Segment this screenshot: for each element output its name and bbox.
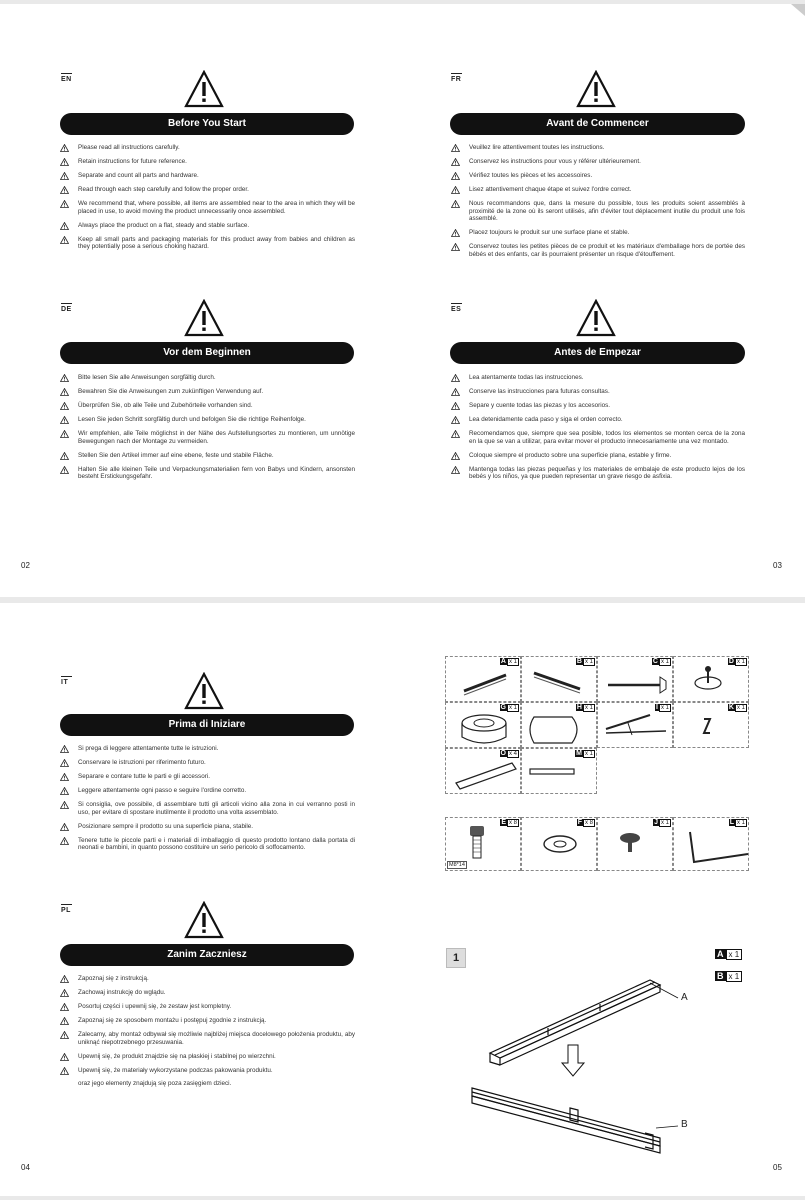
part-qty: x 1 — [660, 820, 669, 826]
list-item — [60, 402, 355, 410]
part-key: F — [577, 819, 582, 826]
list-item-text: Leggere attentamente ogni passo e seguire l'ordine corretto. — [78, 786, 247, 794]
lang-tag-pl: PL — [61, 907, 71, 914]
warning-bullet-icon — [60, 787, 69, 795]
list-item — [60, 236, 355, 251]
part-label — [575, 750, 595, 757]
part-qty: x 8 — [508, 820, 517, 826]
bolt-size-label: M8*14 — [449, 862, 465, 868]
warning-bullet-icon — [451, 200, 460, 208]
list-item-text: Zachowaj instrukcję do wglądu. — [78, 988, 166, 996]
list-item — [60, 222, 355, 230]
warning-bullet-icon — [60, 837, 69, 845]
warning-bullet-icon — [60, 144, 69, 152]
part-cell-i — [597, 702, 673, 748]
warning-bullet-icon — [451, 229, 460, 237]
list-item — [60, 759, 355, 767]
list-item-text: Separare e contare tutte le parti e gli accessori. — [78, 772, 210, 780]
part-key: J — [654, 819, 658, 826]
list-item-text: Coloque siempre el producto sobre una superficie plana, estable y firme. — [469, 451, 672, 459]
page-number-02: 02 — [21, 561, 30, 570]
warning-triangle-icon — [184, 70, 224, 108]
list-item-text: Please read all instructions carefully. — [78, 144, 180, 151]
part-label — [655, 704, 671, 711]
list-item — [60, 172, 355, 180]
list-item-text: Separate and count all parts and hardware. — [78, 171, 199, 179]
list-de — [60, 374, 355, 487]
part-cell-a — [445, 656, 521, 702]
list-item — [60, 989, 355, 997]
page-spread-1 — [0, 4, 805, 597]
callout-a: A — [681, 992, 688, 1003]
part-qty: x 1 — [660, 705, 669, 711]
warning-triangle-icon — [184, 901, 224, 939]
warning-bullet-icon — [60, 186, 69, 194]
part-cell-e — [445, 817, 521, 871]
warning-bullet-icon — [451, 144, 460, 152]
part-label — [728, 658, 747, 665]
list-item-text: Bewahren Sie die Anweisungen zum zukünftigen Verwendung auf. — [78, 387, 264, 395]
list-item-text: Separe y cuente todas las piezas y los accesorios. — [469, 401, 611, 409]
list-fr — [451, 144, 745, 265]
part-cell-d — [673, 656, 749, 702]
part-key: L — [729, 819, 734, 826]
section-title-en: Before You Start — [60, 113, 354, 135]
page-corner-icon — [791, 4, 805, 16]
part-qty: x 1 — [736, 820, 745, 826]
page-number-04: 04 — [21, 1163, 30, 1172]
list-item — [451, 416, 745, 424]
warning-bullet-icon — [60, 823, 69, 831]
list-item — [451, 158, 745, 166]
part-cell-k — [673, 702, 749, 748]
warning-bullet-icon — [60, 975, 69, 983]
list-item — [451, 452, 745, 460]
warning-bullet-icon — [451, 243, 460, 251]
list-item — [60, 1017, 355, 1025]
part-key: D — [728, 658, 734, 665]
part-key: B — [576, 658, 582, 665]
step-1-diagram — [460, 968, 690, 1158]
section-title-de: Vor dem Beginnen — [60, 342, 354, 364]
part-cell-f — [521, 817, 597, 871]
warning-triangle-icon — [184, 672, 224, 710]
list-item — [60, 1067, 355, 1075]
part-cell-m — [521, 748, 597, 794]
callout-b: B — [681, 1119, 688, 1130]
warning-bullet-icon — [60, 466, 69, 474]
warning-bullet-icon — [60, 416, 69, 424]
list-item-text: Zapoznaj się z instrukcją. — [78, 975, 149, 982]
warning-bullet-icon — [451, 452, 460, 460]
step-part-a — [715, 949, 742, 959]
part-key: H — [576, 704, 582, 711]
part-qty: x 1 — [508, 705, 517, 711]
warning-bullet-icon — [60, 745, 69, 753]
part-cell-b — [521, 656, 597, 702]
warning-bullet-icon — [451, 374, 460, 382]
part-qty: x 1 — [726, 971, 743, 982]
warning-bullet-icon — [60, 402, 69, 410]
list-item — [60, 837, 355, 852]
part-key: B — [717, 971, 724, 981]
page-number-05: 05 — [773, 1163, 782, 1172]
list-item-text: Wir empfehlen, alle Teile möglichst in der Nähe des Aufstellungsortes zu montieren, um unnötige Bewegungen nach der Montage zu vermeiden. — [78, 429, 355, 445]
list-item — [60, 144, 355, 152]
warning-bullet-icon — [60, 1067, 69, 1075]
list-item — [451, 144, 745, 152]
part-label — [653, 819, 671, 826]
list-item — [60, 1031, 355, 1046]
part-qty: x 1 — [736, 659, 745, 665]
list-item — [451, 229, 745, 237]
list-item — [60, 416, 355, 424]
list-item-text: Conservez toutes les petites pièces de ce produit et les matériaux d'emballage hors de portée des bébés et des enfants, car ils pourraient présenter un risque d'étouffement. — [469, 243, 745, 258]
warning-bullet-icon — [60, 989, 69, 997]
part-label — [652, 658, 671, 665]
list-item-text: Posortuj części i upewnij się, że zestaw jest kompletny. — [78, 1002, 232, 1010]
part-cell-c — [597, 656, 673, 702]
part-label — [500, 704, 519, 711]
list-item — [451, 172, 745, 180]
part-label — [500, 750, 519, 757]
list-item-text: Conserve las instrucciones para futuras consultas. — [469, 387, 610, 395]
warning-bullet-icon — [60, 200, 69, 208]
list-item — [60, 975, 355, 983]
list-item — [60, 801, 355, 816]
part-key: G — [500, 704, 506, 711]
list-es — [451, 374, 745, 487]
part-key: E — [501, 819, 506, 826]
list-item-text: Recomendamos que, siempre que sea posible, todos los elementos se monten cerca de la zona en la que se van a utilizar, para evitar mover el producto innecesariamente una vez montado. — [469, 429, 745, 445]
list-item — [60, 452, 355, 460]
lang-tag-it: IT — [61, 679, 69, 686]
list-item-text: oraz jego elementy znajdują się poza zasięgiem dzieci. — [78, 1080, 232, 1088]
part-cell-l — [673, 817, 749, 871]
list-item-text: Lisez attentivement chaque étape et suivez l'ordre correct. — [469, 185, 632, 193]
part-label — [500, 819, 519, 826]
list-item — [60, 823, 355, 831]
part-cell-j — [597, 817, 673, 871]
list-item-text: Upewnij się, że materiały wykorzystane podczas pakowania produktu. — [78, 1066, 273, 1074]
list-item — [451, 186, 745, 194]
part-label — [577, 819, 595, 826]
list-item-text: Si prega di leggere attentamente tutte le istruzioni. — [78, 745, 219, 752]
list-item-text: Tenere tutte le piccole parti e i materiali di imballaggio di questo prodotto lontano dalla portata di neonati e bambini, in quanto possono costituire un serio pericolo di soffocamento. — [78, 836, 355, 852]
warning-bullet-icon — [60, 773, 69, 781]
part-label — [576, 658, 595, 665]
section-title-es: Antes de Empezar — [450, 342, 745, 364]
list-item-text: Keep all small parts and packaging materials for this product away from babies and children as they potentially pose a serious choking hazard. — [78, 235, 355, 251]
list-item — [60, 200, 355, 215]
lang-tag-en: EN — [61, 76, 72, 83]
page-spread-2 — [0, 603, 805, 1196]
warning-bullet-icon — [60, 430, 69, 438]
list-item-text: Mantenga todas las piezas pequeñas y los materiales de embalaje de este producto lejos de los bebés y los niños, ya que pueden representar un grave riesgo de asfixia. — [469, 465, 745, 481]
list-item-text: Posizionare sempre il prodotto su una superficie piana, stabile. — [78, 822, 254, 830]
part-cell-h — [521, 702, 597, 748]
part-qty: x 1 — [726, 949, 743, 960]
part-label — [728, 704, 747, 711]
list-item-text: Lea atentamente todas las instrucciones. — [469, 374, 584, 381]
warning-bullet-icon — [60, 374, 69, 382]
list-item — [60, 745, 355, 753]
list-item-text: Vérifiez toutes les pièces et les accessoires. — [469, 171, 593, 179]
warning-bullet-icon — [60, 759, 69, 767]
list-item-text: Zapoznaj się ze sposobem montażu i postępuj zgodnie z instrukcją. — [78, 1016, 267, 1024]
part-qty: x 1 — [584, 659, 593, 665]
warning-bullet-icon — [451, 158, 460, 166]
list-item-text: Conservez les instructions pour vous y référer ultérieurement. — [469, 157, 641, 165]
warning-bullet-icon — [60, 1003, 69, 1011]
list-item-text: Conservare le istruzioni per riferimento futuro. — [78, 758, 206, 766]
list-it — [60, 745, 355, 858]
step-number: 1 — [446, 948, 466, 968]
list-item-text: Read through each step carefully and follow the proper order. — [78, 185, 249, 193]
part-key: C — [652, 658, 658, 665]
part-qty: x 1 — [584, 705, 593, 711]
section-title-fr: Avant de Commencer — [450, 113, 745, 135]
list-item-text: Placez toujours le produit sur une surface plane et stable. — [469, 229, 630, 237]
warning-bullet-icon — [451, 172, 460, 180]
part-key: A — [717, 949, 724, 959]
warning-bullet-icon — [451, 416, 460, 424]
warning-bullet-icon — [60, 801, 69, 809]
list-item-text: Lea detenidamente cada paso y siga el orden correcto. — [469, 415, 623, 423]
list-item-text: Retain instructions for future reference. — [78, 157, 187, 165]
list-item-text: Always place the product on a flat, steady and stable surface. — [78, 221, 250, 229]
list-item-text: Veuillez lire attentivement toutes les instructions. — [469, 144, 605, 151]
warning-bullet-icon — [451, 430, 460, 438]
warning-bullet-icon — [451, 388, 460, 396]
part-cell-o — [445, 748, 521, 794]
list-item-text: Halten Sie alle kleinen Teile und Verpackungsmaterialien fern von Babys und Kindern, ansonsten besteht Erstickungsgefahr. — [78, 465, 355, 481]
part-key: O — [500, 750, 506, 757]
list-item — [60, 773, 355, 781]
section-title-it: Prima di Iniziare — [60, 714, 354, 736]
list-item-text: Lesen Sie jeden Schritt sorgfältig durch und befolgen Sie die richtige Reihenfolge. — [78, 415, 306, 423]
warning-bullet-icon — [60, 158, 69, 166]
list-item — [60, 1053, 355, 1061]
list-item-text: We recommend that, where possible, all items are assembled near to the area in which they will be placed in use, to avoid moving the product unnecessarily once assembled. — [78, 199, 355, 215]
lang-tag-fr: FR — [451, 76, 462, 83]
list-item — [60, 430, 355, 445]
list-item — [60, 374, 355, 382]
warning-bullet-icon — [451, 466, 460, 474]
list-item-text: Nous recommandons que, dans la mesure du possible, tous les produits soient assemblés à proximité de la zone où ils seront utilisés, afin d'éviter tout déplacement inutile du produit une fois assemblé. — [469, 199, 745, 223]
part-qty: x 1 — [584, 751, 593, 757]
part-label — [500, 658, 519, 665]
list-item — [451, 430, 745, 445]
warning-bullet-icon — [60, 1053, 69, 1061]
list-pl — [60, 975, 355, 1094]
part-qty: x 1 — [660, 659, 669, 665]
list-item — [60, 1003, 355, 1011]
warning-bullet-icon — [451, 402, 460, 410]
list-item — [451, 243, 745, 258]
part-cell-g — [445, 702, 521, 748]
list-item — [60, 388, 355, 396]
lang-tag-de: DE — [61, 306, 72, 313]
list-item-text: Bitte lesen Sie alle Anweisungen sorgfältig durch. — [78, 374, 216, 381]
warning-bullet-icon — [60, 1031, 69, 1039]
list-item — [60, 186, 355, 194]
list-item-text: Upewnij się, że produkt znajdzie się na płaskiej i stabilnej po wierzchni. — [78, 1052, 276, 1060]
warning-triangle-icon — [576, 70, 616, 108]
warning-triangle-icon — [576, 299, 616, 337]
list-en — [60, 144, 355, 257]
list-item — [451, 402, 745, 410]
list-item — [451, 374, 745, 382]
warning-bullet-icon — [60, 172, 69, 180]
part-label — [729, 819, 747, 826]
part-qty: x 1 — [508, 659, 517, 665]
list-item — [451, 388, 745, 396]
section-title-pl: Zanim Zaczniesz — [60, 944, 354, 966]
warning-bullet-icon — [60, 222, 69, 230]
list-item — [451, 200, 745, 223]
part-qty: x 4 — [508, 751, 517, 757]
part-label — [576, 704, 595, 711]
list-item — [60, 787, 355, 795]
part-key: I — [656, 704, 658, 711]
part-key: K — [728, 704, 734, 711]
part-qty: x 8 — [584, 820, 593, 826]
list-item — [60, 1080, 355, 1088]
warning-bullet-icon — [60, 1017, 69, 1025]
warning-bullet-icon — [451, 186, 460, 194]
list-item-text: Überprüfen Sie, ob alle Teile und Zubehörteile vorhanden sind. — [78, 401, 253, 409]
warning-bullet-icon — [60, 452, 69, 460]
page-number-03: 03 — [773, 561, 782, 570]
list-item-text: Stellen Sie den Artikel immer auf eine ebene, feste und stabile Fläche. — [78, 451, 274, 459]
list-item-text: Zalecamy, aby montaż odbywał się możliwie najbliżej miejsca docelowego położenia produktu, aby uniknąć niepotrzebnego przesuwania. — [78, 1030, 355, 1046]
warning-bullet-icon — [60, 388, 69, 396]
list-item — [60, 158, 355, 166]
warning-bullet-icon — [60, 236, 69, 244]
part-qty: x 1 — [736, 705, 745, 711]
list-item-text: Si consiglia, ove possibile, di assemblare tutti gli articoli vicino alla zona in cui verranno posti in uso, per evitare di spostare inutilmente il prodotto una volta assemblato. — [78, 800, 355, 816]
lang-tag-es: ES — [451, 306, 462, 313]
step-part-b — [715, 971, 742, 981]
list-item — [60, 466, 355, 481]
part-key: M — [576, 750, 582, 757]
list-item — [451, 466, 745, 481]
warning-triangle-icon — [184, 299, 224, 337]
part-key: A — [500, 658, 506, 665]
